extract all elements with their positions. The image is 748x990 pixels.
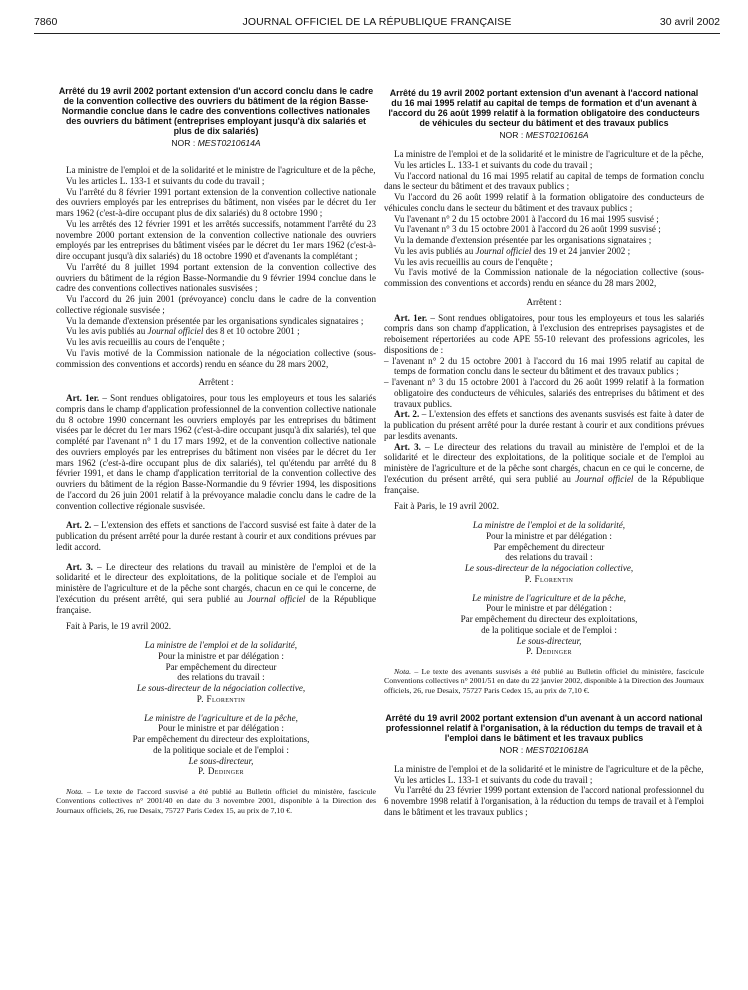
text: Vu les avis publiés au — [394, 245, 474, 256]
signature-line: Le sous-directeur de la négociation collective, — [464, 563, 634, 574]
signature-line: La ministre de l'emploi et de la solidarité, — [144, 640, 298, 651]
article-label: Art. 1er. — [66, 393, 100, 404]
paragraph: Vu l'avenant n° 2 du 15 octobre 2001 à l'accord du 16 mai 1995 susvisé ; — [394, 213, 659, 224]
article-label: Art. 1er. — [394, 312, 428, 323]
paragraph: La ministre de l'emploi et de la solidarité et le ministre de l'agriculture et de la pêche, — [394, 149, 704, 160]
paragraph: Vu les articles L. 133-1 et suivants du code du travail ; — [394, 774, 593, 785]
decree-title: Arrêté du 19 avril 2002 portant extension d'un accord conclu dans le cadre de la convention collective des ouvriers du bâtiment de la région Basse-Normandie conclue dans le cadre des conventions collectives nationales des ouvriers du bâtiment (entreprises employant jusqu'à dix salariés et plus de dix salariés) — [58, 86, 374, 137]
signature-line: Pour la ministre et par délégation : — [486, 530, 612, 541]
signature-line: Par empêchement du directeur des exploitations, — [460, 614, 638, 625]
paragraph: Vu les articles L. 133-1 et suivants du code du travail ; — [66, 175, 265, 186]
signature-line: Par empêchement du directeur — [493, 541, 605, 552]
article-text: – Sont rendues obligatoires, pour tous les employeurs et tous les salariés compris dans son champ d'application, à l'exclusion des entreprises paysagistes et de reboisement répertoriées au code APE 55-10 relevant des professions agricoles, les dispositions de : — [384, 312, 704, 355]
article-3 — [56, 562, 376, 616]
paragraph: Vu la demande d'extension présentée par les organisations signataires ; — [394, 235, 652, 246]
nor-code: MEST0210616A — [525, 130, 589, 141]
fait-a-paris: Fait à Paris, le 19 avril 2002. — [394, 501, 500, 512]
article-3 — [384, 442, 704, 496]
article-label: Art. 3. — [66, 561, 93, 572]
text: Vu les avis publiés au — [66, 326, 146, 337]
paragraph: Vu les articles L. 133-1 et suivants du code du travail ; — [394, 159, 593, 170]
decree-title: Arrêté du 19 avril 2002 portant extension d'un avenant à un accord national professionnel relatif à l'organisation, à la réduction du temps de travail et à l'emploi dans le bâtiment et les travaux publics — [385, 712, 703, 743]
fait-a-paris: Fait à Paris, le 19 avril 2002. — [66, 621, 172, 632]
issue-date: 30 avril 2002 — [659, 16, 720, 28]
article-text: – Le directeur des relations du travail au ministère de l'emploi et de la solidarité et le directeur des exploitations, de la politique sociale et de l'emploi au ministère de l'agriculture et de la pêche sont chargés, chacun en ce qui le concerne, de l'exécution du présent arrêté, qui sera publié au — [384, 441, 704, 484]
signature-block-emploi — [56, 640, 376, 705]
signature-line: Pour le ministre et par délégation : — [158, 723, 284, 734]
journal-ref: Journal officiel — [147, 326, 204, 337]
signatory-name: P. Florentin — [524, 573, 574, 584]
article-label: Art. 2. — [394, 409, 420, 420]
list-item: – l'avenant n° 3 du 15 octobre 2001 à l'accord du 26 août 1999 relatif à la formation obligatoire des conducteurs de véhicules, salariés des entreprises du bâtiment et des travaux publics. — [384, 377, 704, 409]
paragraph: Vu l'accord national du 16 mai 1995 relatif au capital de temps de formation conclu dans le secteur du bâtiment et des travaux publics ; — [384, 170, 704, 192]
article-1 — [384, 313, 704, 356]
text: des 19 et 24 janvier 2002 ; — [533, 245, 631, 256]
signature-line: de la politique sociale et de l'emploi : — [153, 744, 289, 755]
right-column — [384, 88, 704, 818]
paragraph: Vu l'arrêté du 23 février 1999 portant extension de l'accord national professionnel du 6 novembre 1998 relatif à l'organisation, à la réduction du temps de travail et à l'emploi dans le bâtiment et les travaux publics ; — [384, 785, 704, 817]
nor-reference — [384, 130, 704, 141]
signature-line: de la politique sociale et de l'emploi : — [481, 624, 617, 635]
journal-ref: Journal officiel — [475, 245, 532, 256]
signature-block-emploi — [384, 520, 704, 585]
paragraph — [384, 246, 704, 257]
paragraph: Vu l'avis motivé de la Commission nationale de la négociation collective (sous-commission des conventions et accords) rendu en séance du 28 mars 2002, — [384, 267, 704, 289]
journal-ref: Journal officiel — [575, 473, 634, 484]
paragraph: Vu l'avenant n° 3 du 15 octobre 2001 à l'accord du 26 août 1999 susvisé ; — [394, 224, 661, 235]
paragraph: Vu l'accord du 26 août 1999 relatif à la formation obligatoire des conducteurs de véhicules conclu dans le secteur du bâtiment et des travaux publics ; — [384, 192, 704, 213]
left-column — [56, 86, 376, 815]
nor-reference — [384, 745, 704, 756]
paragraph: Vu l'accord du 26 juin 2001 (prévoyance) conclu dans le cadre de la convention collective régionale susvisée ; — [56, 294, 376, 315]
nota-note — [56, 787, 376, 815]
signature-line: Pour la ministre et par délégation : — [158, 650, 284, 661]
article-label: Art. 2. — [66, 520, 92, 531]
note-text: – Le texte de l'accord susvisé a été publié au Bulletin officiel du ministère, fascicule Conventions collectives n° 2001/40 en date du 3 novembre 2001, disponible à la Direction des Journaux officiels, 26, rue Desaix, 75727 Paris Cedex 15, au prix de 7,10 €. — [56, 787, 376, 815]
note-label: Nota. — [394, 667, 412, 677]
nor-label: NOR : — [499, 130, 524, 141]
article-text: de la République française. — [384, 473, 704, 495]
signature-block-agriculture — [384, 593, 704, 658]
page-number: 7860 — [34, 16, 58, 28]
nor-label: NOR : — [499, 745, 524, 756]
signatory-name: P. Dedinger — [198, 766, 244, 777]
note-label: Nota. — [66, 787, 84, 797]
signature-line: Le sous-directeur, — [188, 755, 254, 766]
paragraph: Vu les arrêtés des 12 février 1991 et les arrêtés successifs, notamment l'arrêté du 23 novembre 2000 portant extension de la convention collective nationale des ouvriers employés par les entreprises du bâtiment visées par le décret du 1er mars 1962 (c'est-à-dire occupant jusqu'à dix salariés) du 18 octobre 1990 et d'avenants la complétant ; — [56, 218, 376, 262]
paragraph — [56, 326, 376, 337]
article-2 — [56, 520, 376, 552]
article-text: – Sont rendues obligatoires, pour tous les employeurs et tous les salariés compris dans le champ d'application professionnel de la convention collective nationale du 8 octobre 1990 concernant les ouvriers employés par les entreprises du bâtiment visées par le décret du 1er mars 1962 (c'est-à-dire occupant jusqu'à dix salariés), tel que complété par l'avenant n° 1 du 17 mars 1992, et de la convention collective nationale des ouvriers employés par les entreprises du bâtiment non visées par le décret du 1er mars 1962 (c'est-à-dire occupant plus de dix salariés), tel qu'étendu par arrêté du 8 février 1991, et dans le champ d'application territorial de la convention collective des ouvriers du bâtiment de la région Basse-Normandie du 9 février 1994, les dispositions de l'accord du 26 juin 2001 relatif à la prévoyance maladie conclu dans le cadre de la convention collective régionale susvisée. — [56, 393, 376, 511]
article-text: de la République française. — [56, 593, 376, 615]
signature-block-agriculture — [56, 713, 376, 778]
nor-reference — [56, 138, 376, 149]
signature-line: des relations du travail : — [505, 552, 593, 563]
signature-line: La ministre de l'emploi et de la solidarité, — [472, 520, 626, 531]
signature-line: Par empêchement du directeur des exploitations, — [132, 734, 310, 745]
signature-line: Le ministre de l'agriculture et de la pêche, — [144, 712, 298, 723]
paragraph: La ministre de l'emploi et de la solidarité et le ministre de l'agriculture et de la pêche, — [394, 763, 704, 774]
article-label: Art. 3. — [394, 441, 421, 452]
signature-line: Par empêchement du directeur — [165, 661, 277, 672]
nor-label: NOR : — [171, 138, 196, 149]
article-text: – L'extension des effets et sanctions des avenants susvisés est faite à dater de la publication du présent arrêté pour la durée restant à courir et aux conditions prévues par lesdits avenants. — [384, 409, 705, 441]
paragraph: Vu les avis recueillis au cours de l'enquête ; — [394, 256, 553, 267]
arretent-heading: Arrêtent : — [198, 377, 234, 388]
paragraph: Vu l'arrêté du 8 février 1991 portant extension de la convention collective nationale des ouvriers employés par les entreprises du bâtiment, non visées par le décret du 1er mars 1962 (c'est-à-dire occupant plus de dix salariés) du 8 octobre 1990 ; — [56, 186, 376, 219]
second-decree — [384, 713, 704, 818]
decree-title: Arrêté du 19 avril 2002 portant extension d'un avenant à l'accord national du 16 mai 1995 relatif au capital de temps de formation et d'un avenant à l'accord du 26 août 1999 relatif à la formation obligatoire des conducteurs de véhicules du secteur du bâtiment et des travaux publics — [388, 88, 700, 129]
page-header — [34, 16, 720, 32]
note-text: – Le texte des avenants susvisés a été publié au Bulletin officiel du ministère, fascicule Conventions collectives n° 2001/51 en date du 22 janvier 2002, disponible à la Direction des Journaux officiels, 26, rue Desaix, 75727 Paris Cedex 15, au prix de 7,10 €. — [384, 667, 704, 695]
nor-code: MEST0210618A — [525, 745, 589, 756]
paragraph: Vu la demande d'extension présentée par les organisations syndicales signataires ; — [66, 315, 364, 326]
article-text: – Le directeur des relations du travail au ministère de l'emploi et de la solidarité et le directeur des exploitations, de la politique sociale et de l'emploi au ministère de l'agriculture et de la pêche sont chargés, chacun en ce qui le concerne, de l'exécution du présent arrêté, qui sera publié au — [56, 561, 376, 604]
paragraph: Vu les avis recueillis au cours de l'enquête ; — [66, 337, 225, 348]
nor-code: MEST0210614A — [197, 138, 261, 149]
article-1 — [56, 393, 376, 511]
journal-ref: Journal officiel — [247, 593, 306, 604]
signature-line: Le ministre de l'agriculture et de la pêche, — [472, 592, 626, 603]
article-text: – L'extension des effets et sanctions de l'accord susvisé est faite à dater de la publication du présent arrêté pour la durée restant à courir et aux conditions prévues par ledit accord. — [56, 520, 376, 552]
text: des 8 et 10 octobre 2001 ; — [205, 326, 300, 337]
nota-note — [384, 667, 704, 695]
paragraph: La ministre de l'emploi et de la solidarité et le ministre de l'agriculture et de la pêche, — [66, 165, 376, 176]
signatory-name: P. Dedinger — [526, 646, 572, 657]
arretent-heading: Arrêtent : — [526, 296, 562, 307]
list-item: – l'avenant n° 2 du 15 octobre 2001 à l'accord du 16 mai 1995 relatif au capital de temps de formation conclu dans le secteur du bâtiment et des travaux publics ; — [384, 355, 704, 377]
paragraph: Vu l'arrêté du 8 juillet 1994 portant extension de la convention collective des ouvriers du bâtiment de la région Basse-Normandie du 9 février 1994 conclue dans le cadre des conventions collectives nationales susvisées ; — [56, 261, 376, 294]
header-rule — [34, 33, 720, 34]
paragraph: Vu l'avis motivé de la Commission nationale de la négociation collective (sous-commission des conventions et accords) rendu en séance du 28 mars 2002, — [56, 347, 376, 369]
signature-line: des relations du travail : — [177, 672, 265, 683]
signature-line: Le sous-directeur de la négociation collective, — [136, 683, 306, 694]
journal-title: JOURNAL OFFICIEL DE LA RÉPUBLIQUE FRANÇAISE — [242, 16, 512, 28]
article-2 — [384, 409, 704, 441]
signature-line: Pour le ministre et par délégation : — [486, 603, 612, 614]
signature-line: Le sous-directeur, — [516, 635, 582, 646]
signatory-name: P. Florentin — [196, 693, 246, 704]
